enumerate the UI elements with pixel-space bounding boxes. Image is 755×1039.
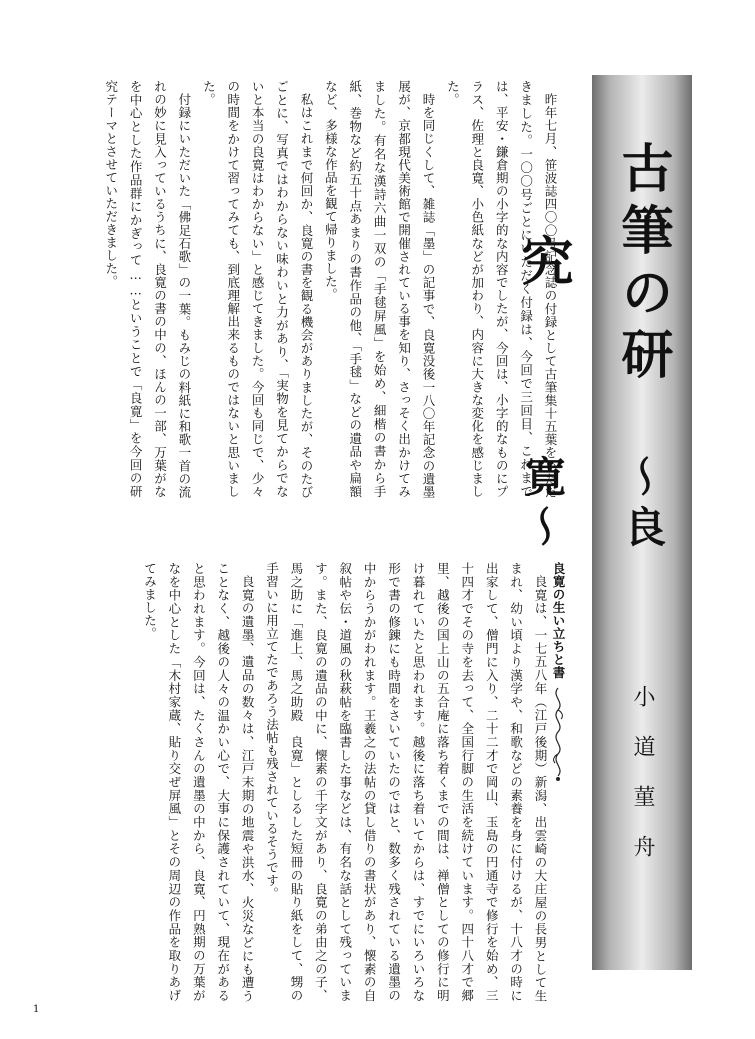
intro-text-block bbox=[103, 80, 562, 499]
intro-paragraph: 私はこれまで何回か、良寛の書を観る機会がありましたが、そのたびごとに、写真ではわからない味わいと力があり、「実物を見てからでないと本当の良寛はわからない」と感じてきました。今回も同じで、少々の時間をかけて習ってみても、到底理解出来るものではないと思いました。 bbox=[201, 80, 314, 498]
section-paragraph: 良寛は、一七五八年（江戸後期）新潟、出雲崎の大庄屋の長男として生まれ、幼い頃より漢学や、和歌などの素養を身に付けるが、十八才の時に出家して、僧門に入り、二十二才で岡山、玉島の円通寺で修行を始め、三十四才でその寺を去って、全国行脚の生活を続けています。四十八才で郷里、越後の国上山の五合庵に落ち着くまでの間は、禅僧としての修行に明け暮れていたと思われます。越後に落ち着いてからは、すでにいろいろな形で書の修錬にも時間をさいていたのではと、数多く残されている遺墨の中からうかがわれます。王羲之の法帖の貸し借りの書状があり、懐素の自叙帖や伝・道風の秋萩帖を臨書した事などは、有名な話として残っています。また、良寛の遺品の中に、懐素の千字文があり、良寛の弟由之の子、馬之助に「進上、馬之助殿 良寛」としるした短冊の貼り紙をして、甥の手習いに用立てたであろう法帖も残されているそうです。 bbox=[264, 562, 548, 1003]
page-number: 1 bbox=[33, 1004, 40, 1015]
intro-paragraph: 時を同じくして、雑誌「墨」の記事で、良寛没後一八〇年記念の遺墨展が、京都現代美術館で開催されている事を知り、さっそく出かけてみました。有名な漢詩六曲一双の「手毬屏風」を始め、細楷の書から手紙、巻物など約五十点あまりの書作品の他、「手毬」などの遺品や扁額など、多様な作品を観て帰りました。 bbox=[323, 80, 436, 499]
section-text-block bbox=[86, 562, 552, 1002]
section-paragraph: 良寛の遺墨、遺品の数々は、江戸末期の地震や洪水、火災などにも遭うことなく、越後の人々の温かい心で、大事に保護されていて、現在があると思われます。今回は、たくさんの遺墨の中から、良寛、円熟期の万葉がなを中心とした「木村家蔵、貼り交ぜ屏風」とその周辺の作品を取りあげてみました。 bbox=[142, 562, 256, 1003]
author-name: 小道菫舟 bbox=[630, 685, 655, 885]
article-subtitle: 〜良寛〜 bbox=[518, 455, 667, 555]
intro-paragraph: 付録にいただいた「佛足石歌」の一葉。もみじの料紙に和歌一首の流れの妙に見入っているうちに、良寛の書の中の、ほんの一部、万葉がなを中心とした作品群にかぎって……ということで「良寛」を今回の研究テーマとさせていただきました。 bbox=[103, 80, 192, 498]
intro-paragraph: 昨年七月、笹波誌四〇〇号記念誌の付録として古筆集十五葉をいただきました。一〇〇号ごとにいただく付録は、今回で三回目、これまでは、平安・鎌倉期の小字的な内容でしたが、今回は、小字的なものにプラス、佐理と良寛、小色紙などが加わり、内容に大きな変化を感じました。 bbox=[445, 80, 558, 498]
article-title: 古筆の研究 bbox=[512, 141, 673, 389]
section-title: 良寛の生い立ちと書 bbox=[551, 562, 566, 679]
